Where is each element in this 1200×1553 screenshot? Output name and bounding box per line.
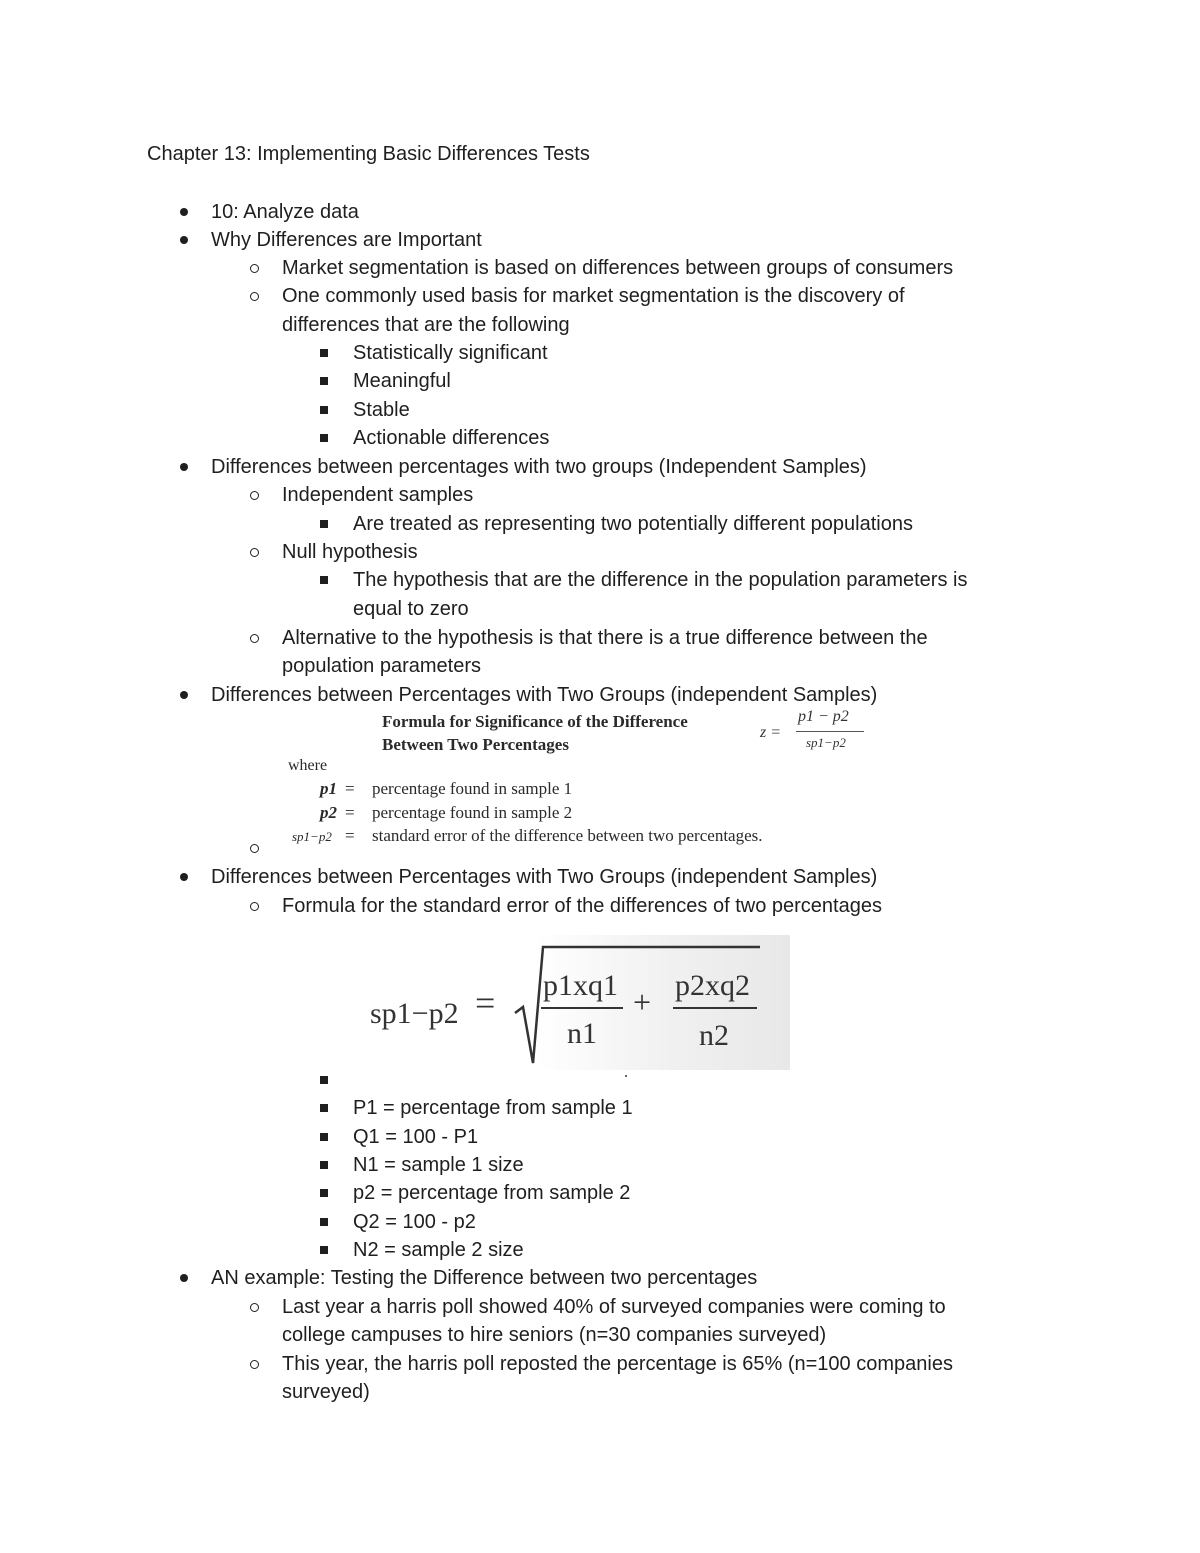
bullet-square [320,1161,328,1169]
bullet-square [320,1076,328,1084]
list-item: Differences between Percentages with Two Groups (independent Samples) [211,684,878,706]
list-item: P1 = percentage from sample 1 [353,1097,633,1119]
standard-error-formula [365,935,790,1070]
document-page: Chapter 13: Implementing Basic Differences Tests 10: Analyze data Why Differences are Important Market segmentation is based on differences between groups of consumers One commonly used basis for market segmentation is the discovery of differences that are the following Statistically significant Meaningful Stable Actionable differences Differences between percentages with two groups (Independent Samples) Independent samples Are treated as representing two potentially different populations Null hypothesis The hypothesis that are the difference in the population parameters is equal to zero Alternative to the hypothesis is that there is a true difference between the population parameters Differences between Percentages with Two Groups (independent Samples) Formula for Significance of the Difference Between Two Percentages where p1 = percentage found in sample 1 p2 = percentage found in sample 2 sp1−p2 = standard error of the difference between two percentages. z = p1 − p2 sp1−p2 Differences between Percentages with Two Groups (independent Samples) Formula for the standard error of the differences of two percentages sp1−p2 = p1xq1 n1 + p2xq2 n2 P1 = percentage from sample 1 Q1 = 100 - P1 N1 = sample 1 size p2 = percentage from sample 2 Q2 = 100 - p2 N2 = sample 2 size AN example: Testing the Difference between two percentages Last year a harris poll showed 40% of surveyed companies were coming to college campuses to hire seniors (n=30 companies surveyed) This year, the harris poll reposted the percentage is 65% (n=100 companies surveyed) [0,0,1200,1553]
p1-symbol: p1 [320,779,337,798]
list-item: Last year a harris poll showed 40% of surveyed companies were coming to [282,1296,946,1318]
bullet-dot [180,463,188,471]
list-item: Formula for the standard error of the differences of two percentages [282,895,882,917]
list-item: Null hypothesis [282,541,418,563]
bullet-square [320,520,328,528]
s-definition: standard error of the difference between two percentages. [372,826,763,845]
bullet-dot [180,236,188,244]
plus-sign: + [633,984,652,1020]
list-item-continuation: population parameters [282,655,482,677]
bullet-square [320,406,328,414]
speck [625,1075,627,1077]
bullet-square [320,349,328,357]
list-item: 10: Analyze data [211,201,359,223]
bullet-circle [250,634,259,643]
bullet-dot [180,873,188,881]
list-item: Statistically significant [353,342,548,364]
list-item: N2 = sample 2 size [353,1239,524,1261]
list-item: This year, the harris poll reposted the percentage is 65% (n=100 companies [282,1353,953,1375]
term2-denominator: n2 [699,1019,729,1052]
list-item: Differences between percentages with two groups (Independent Samples) [211,456,867,478]
bullet-circle [250,264,259,273]
equals-sign: = [345,826,355,845]
formula-title: Formula for Significance of the Difference Between Two Percentages [382,712,688,754]
list-item: The hypothesis that are the difference in the population parameters is [353,569,968,591]
bullet-square [320,576,328,584]
bullet-dot [180,691,188,699]
bullet-circle [250,491,259,500]
list-item: One commonly used basis for market segmentation is the discovery of [282,285,905,307]
list-item: Actionable differences [353,427,550,449]
list-item-continuation: college campuses to hire seniors (n=30 companies surveyed) [282,1324,827,1346]
list-item: Market segmentation is based on differences between groups of consumers [282,257,954,279]
list-item: Differences between Percentages with Two Groups (independent Samples) [211,866,878,888]
bullet-square [320,1104,328,1112]
term1-numerator: p1xq1 [543,969,618,1002]
bullet-circle [250,292,259,301]
p2-definition: percentage found in sample 2 [372,803,573,822]
bullet-circle [250,1360,259,1369]
bullet-circle [250,844,259,853]
list-item: Q1 = 100 - P1 [353,1126,479,1148]
z-numerator: p1 − p2 [798,708,849,725]
page-title: Chapter 13: Implementing Basic Differences Tests [147,143,590,165]
list-item: N1 = sample 1 size [353,1154,524,1176]
bullet-circle [250,902,259,911]
bullet-square [320,1133,328,1141]
bullet-square [320,1218,328,1226]
where-label: where [288,757,328,774]
list-item: Alternative to the hypothesis is that there is a true difference between the [282,627,928,649]
list-item: Why Differences are Important [211,229,482,251]
term1-denominator: n1 [567,1017,597,1050]
list-item-continuation: equal to zero [353,598,469,620]
equals-sign: = [345,779,355,798]
list-item: Are treated as representing two potentially different populations [353,513,913,535]
bullet-square [320,1246,328,1254]
list-item: Meaningful [353,370,451,392]
se-lhs: sp1−p2 [370,997,459,1030]
list-item: Q2 = 100 - p2 [353,1211,476,1233]
s-symbol: sp1−p2 [292,829,332,844]
list-item-continuation: differences that are the following [282,314,570,336]
bullet-circle [250,1303,259,1312]
bullet-square [320,377,328,385]
list-item-continuation: surveyed) [282,1381,370,1403]
list-item: p2 = percentage from sample 2 [353,1182,631,1204]
fraction-bar [796,731,864,732]
p1-definition: percentage found in sample 1 [372,779,573,798]
se-equals: = [475,983,496,1023]
bullet-dot [180,1274,188,1282]
list-item: AN example: Testing the Difference between two percentages [211,1267,758,1289]
list-item: Independent samples [282,484,474,506]
bullet-dot [180,208,188,216]
bullet-square [320,434,328,442]
list-item: Stable [353,399,410,421]
term2-numerator: p2xq2 [675,969,750,1002]
z-denominator: sp1−p2 [806,735,846,750]
equals-sign: = [345,803,355,822]
p2-symbol: p2 [320,803,337,822]
bullet-square [320,1189,328,1197]
bullet-circle [250,548,259,557]
standard-error-formula-figure [365,935,790,1070]
